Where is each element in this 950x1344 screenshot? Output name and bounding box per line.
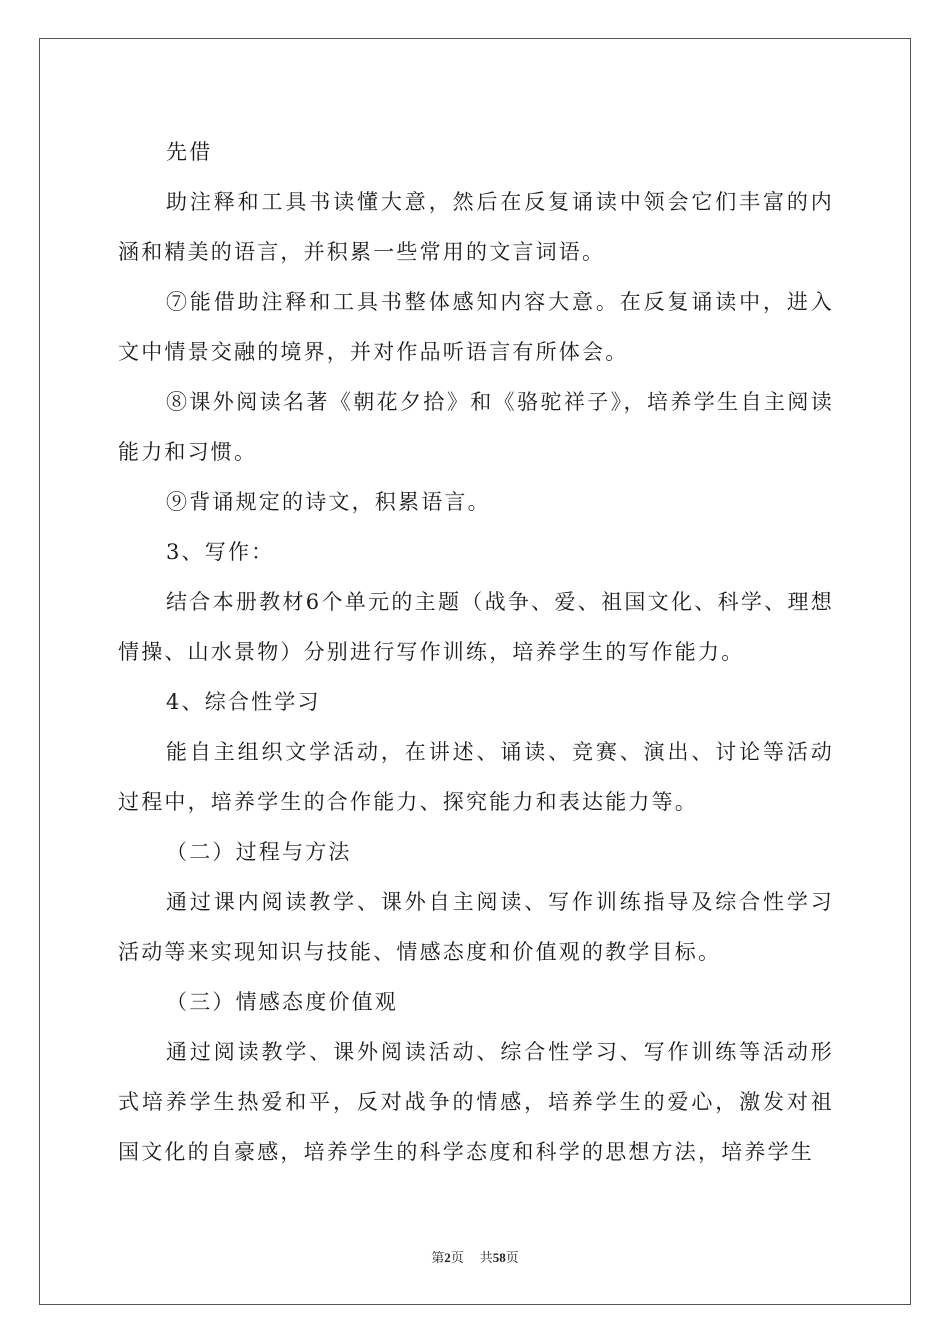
footer-total-suffix: 页: [505, 1250, 519, 1265]
paragraph: ⑧课外阅读名著《朝花夕拾》和《骆驼祥子》，培养学生自主阅读能力和习惯。: [118, 390, 834, 464]
paragraph: 通过阅读教学、课外阅读活动、综合性学习、写作训练等活动形式培养学生热爱和平，反对战争的情感，培养学生的爱心，激发对祖国文化的自豪感，培养学生的科学态度和科学的思想方法，培养学生: [118, 1040, 834, 1164]
paragraph: 能自主组织文学活动，在讲述、诵读、竞赛、演出、讨论等活动过程中，培养学生的合作能力、探究能力和表达能力等。: [118, 740, 834, 814]
document-body: [118, 127, 834, 1177]
paragraph: 4、综合性学习: [166, 690, 321, 714]
paragraph: （三）情感态度价值观: [166, 990, 398, 1014]
footer-page-suffix: 页: [450, 1250, 464, 1265]
footer-page-prefix: 第: [431, 1250, 445, 1265]
paragraph: ⑦能借助注释和工具书整体感知内容大意。在反复诵读中，进入文中情景交融的境界，并对作品听语言有所体会。: [118, 290, 834, 364]
paragraph: 通过课内阅读教学、课外自主阅读、写作训练指导及综合性学习活动等来实现知识与技能、情感态度和价值观的教学目标。: [118, 890, 834, 964]
page-footer: [0, 1247, 950, 1266]
paragraph: 助注释和工具书读懂大意，然后在反复诵读中领会它们丰富的内涵和精美的语言，并积累一些常用的文言词语。: [118, 190, 834, 264]
paragraph: 结合本册教材6个单元的主题（战争、爱、祖国文化、科学、理想情操、山水景物）分别进行写作训练，培养学生的写作能力。: [118, 590, 834, 664]
paragraph: ⑨背诵规定的诗文，积累语言。: [166, 490, 491, 514]
footer-total-prefix: 共: [479, 1250, 493, 1265]
paragraph: 先借: [166, 140, 213, 164]
footer-page-number: 2: [444, 1250, 451, 1265]
paragraph: （二）过程与方法: [166, 840, 352, 864]
footer-total-pages: 58: [492, 1250, 506, 1265]
paragraph: 3、写作：: [166, 540, 275, 564]
